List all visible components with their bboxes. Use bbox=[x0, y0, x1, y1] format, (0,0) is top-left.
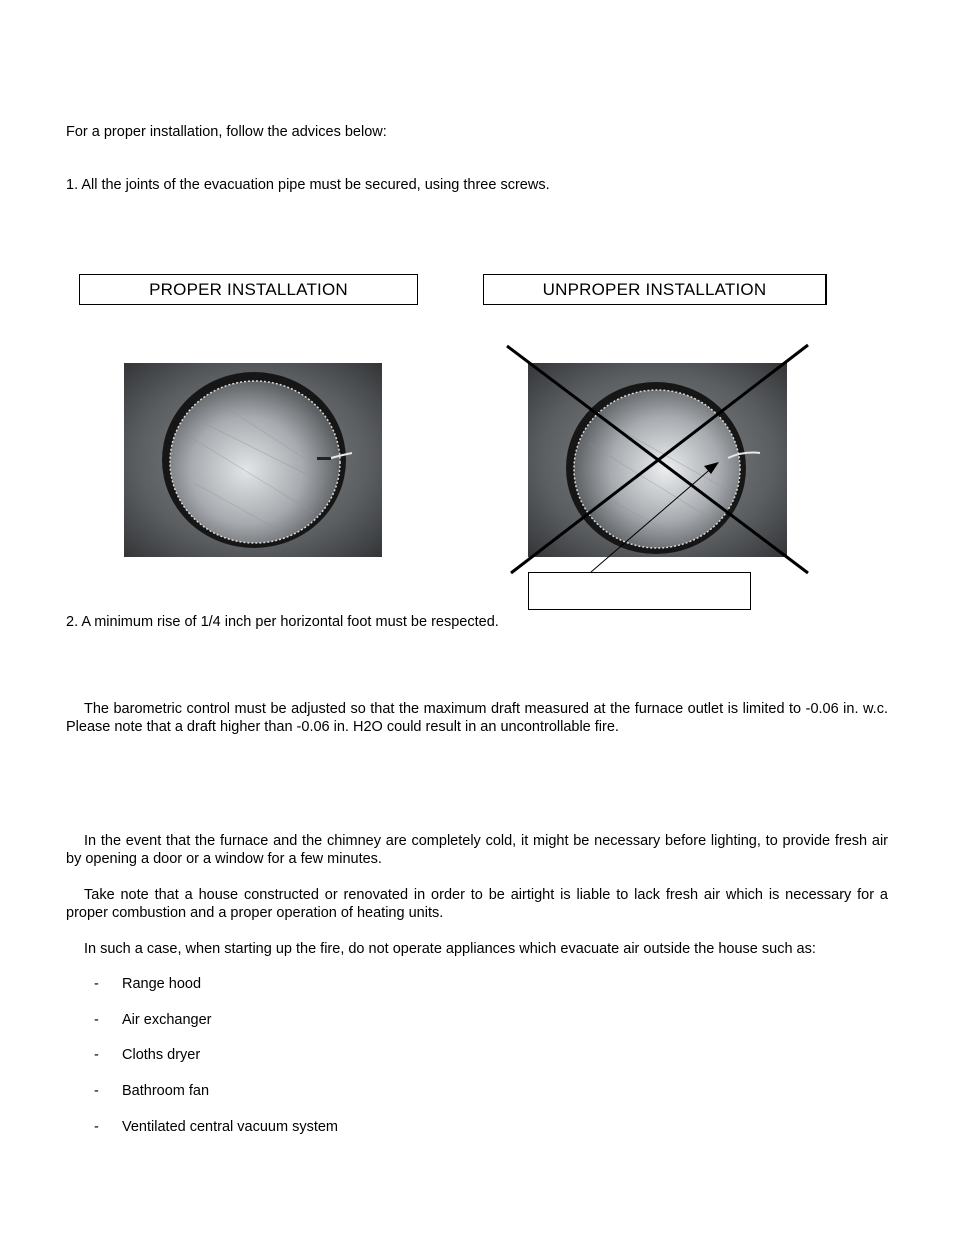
list-item: Ventilated central vacuum system bbox=[122, 1119, 338, 1135]
proper-installation-label: PROPER INSTALLATION bbox=[79, 274, 418, 305]
list-bullet: - bbox=[94, 1119, 99, 1135]
intro-text: For a proper installation, follow the advices below: bbox=[66, 124, 387, 140]
proper-installation-photo bbox=[124, 363, 382, 557]
list-bullet: - bbox=[94, 1047, 99, 1063]
cold-start-paragraph: In the event that the furnace and the chimney are completely cold, it might be necessary before lighting, to provide fresh air by opening a door or a window for a few minutes. bbox=[66, 833, 888, 867]
list-bullet: - bbox=[94, 976, 99, 992]
draft-paragraph: The barometric control must be adjusted so that the maximum draft measured at the furnace outlet is limited to -0.06 in. w.c. Please note that a draft higher than -0.06 in. H2O could result in an uncontrollable fire. bbox=[66, 701, 888, 735]
step-1-text: 1. All the joints of the evacuation pipe must be secured, using three screws. bbox=[66, 177, 550, 193]
startup-paragraph: In such a case, when starting up the fire, do not operate appliances which evacuate air outside the house such as: bbox=[84, 941, 816, 957]
airtight-paragraph: Take note that a house constructed or renovated in order to be airtight is liable to lack fresh air which is necessary for a proper combustion and a proper operation of heating units. bbox=[66, 887, 888, 921]
cross-out-mark bbox=[500, 340, 820, 580]
list-item: Bathroom fan bbox=[122, 1083, 210, 1099]
step-2-text: 2. A minimum rise of 1/4 inch per horizontal foot must be respected. bbox=[66, 614, 499, 630]
unproper-installation-label: UNPROPER INSTALLATION bbox=[483, 274, 827, 305]
list-bullet: - bbox=[94, 1083, 99, 1099]
list-item: Air exchanger bbox=[122, 1012, 212, 1028]
list-item: Range hood bbox=[122, 976, 202, 992]
list-bullet: - bbox=[94, 1012, 99, 1028]
callout-box bbox=[528, 572, 751, 610]
list-item: Cloths dryer bbox=[122, 1047, 201, 1063]
